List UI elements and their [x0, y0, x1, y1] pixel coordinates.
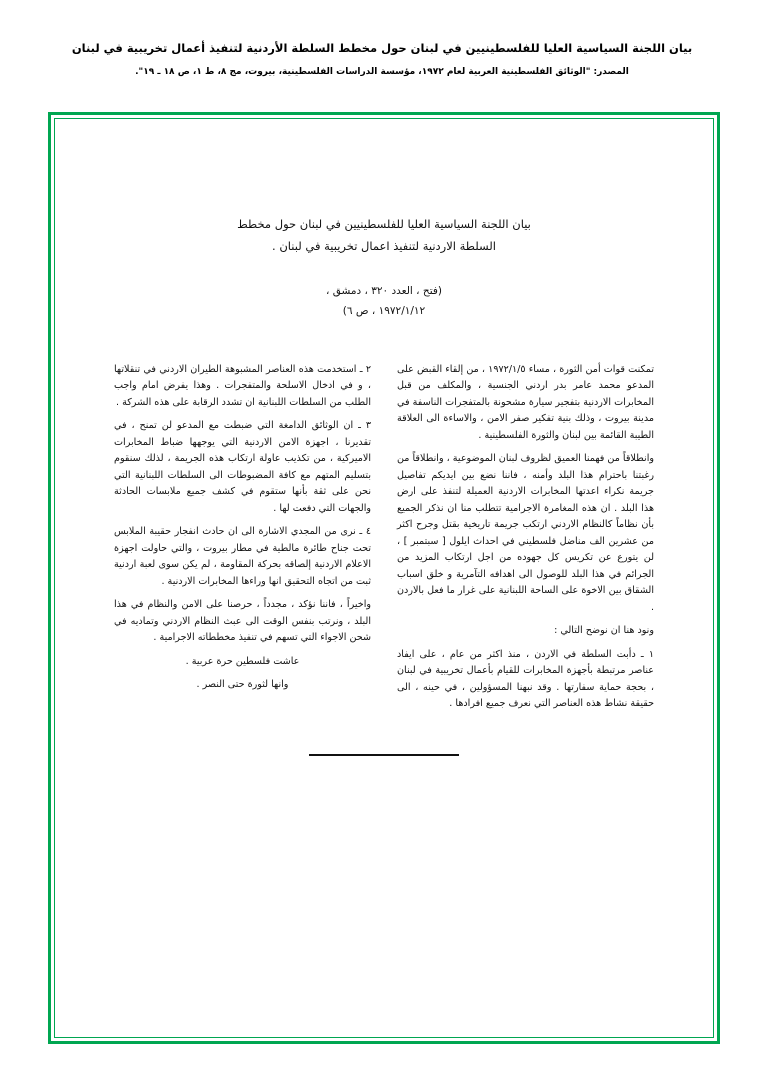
paragraph: واخيراً ، فاننا نؤكد ، مجدداً ، حرصنا على الامن والنظام في هذا البلد ، ونرتب بنفس الوقت الى عبث النظام الاردني وتماديه في شحن الاجواء التي تسهم في تنفيذ مخططاته الاجرامية .	[114, 599, 371, 644]
document-body	[54, 118, 714, 1038]
citation-line-2: ١٩٧٢/١/١٢ ، ص ٦)	[342, 304, 426, 317]
paragraph: ٢ ـ استخدمت هذه العناصر المشبوهة الطيران الاردني في تنقلاتها ، و في ادخال الاسلحة والمتفجرات . وهذا يفرض امام واجب الطلب من السلطات اللبنانية ان تشدد الرقابة على هذه الشركة .	[114, 363, 371, 408]
paragraph: وانطلاقاً من فهمنا العميق لظروف لبنان الموضوعية ، وانطلاقاً من رغبتنا باحترام هذا البلد وأمنه ، فاننا نضع بين ايديكم تفاصيل جريمة نكراء اعدتها المخابرات الاردنية العميلة لتنفذ على ارض هذا البلد . ان هذه المغامرة الاجرامية تتطلب منا ان نذكر الجميع بأن نظاماً كالنظام الاردني ارتكب جريمة تاريخية بقتل وجرح اكثر من عشرين الف مناضل فلسطيني في احداث ايلول [ سبتمبر ] ، لن يتورع عن تكريس كل جهوده من اجل ارتكاب المزيد من الجرائم في هذا البلد للوصول الى اهدافه التآمرية و خلق اسباب الشقاق بين الاخوة على الساحة اللبنانية على غرار ما فعل بالاردن .	[397, 453, 654, 613]
document-title: بيان اللجنة السياسية العليا للفلسطينيين في لبنان حول مخطط السلطة الأردنية لتنفيذ أعمال تخريبية في لبنان	[71, 41, 693, 55]
paragraph: ونود هنا ان نوضح التالي :	[554, 625, 654, 637]
citation-line-1: (فتح ، العدد ٣٢٠ ، دمشق ،	[326, 284, 442, 297]
column-right	[397, 362, 654, 720]
body-headline-line-2: السلطة الاردنية لتنفيذ اعمال تخريبية في لبنان .	[272, 238, 496, 253]
document-header	[0, 40, 764, 77]
closing-line-2: وانها لثورة حتى النصر .	[196, 679, 289, 691]
column-left	[114, 362, 371, 720]
horizontal-rule	[309, 754, 459, 756]
document-source-line: المصدر: "الوثائق الفلسطينية العربية لعام ١٩٧٢، مؤسسة الدراسات الفلسطينية، بيروت، مج ٨، ط ١، ص ١٨ ـ ١٩".	[135, 67, 629, 78]
closing-line-1: عاشت فلسطين حرة عربية .	[185, 655, 300, 667]
paragraph: ١ ـ دأبت السلطة في الاردن ، منذ اكثر من عام ، على ايفاد عناصر مرتبطة بأجهزة المخابرات للقيام بأعمال تخريبية في لبنان ، بحجة حماية سفارتها . وقد نبهنا المسؤولين ، في حينه ، الى حقيقة نشاط هذه العناصر التي نعرف جميع افرادها .	[397, 648, 654, 710]
body-headline	[214, 214, 554, 258]
body-columns	[114, 362, 654, 720]
paragraph: ٤ ـ نرى من المجدي الاشارة الى ان حادث انفجار حقيبة الملابس تحت جناح طائرة مالطية في مطار بيروت ، والتي حاولت اجهزة الاعلام الاردنية إلصاقه بحركة المقاومة ، لم يكن سوى لعبة اردنية ثبت من اتجاه التحقيق انها وراءها المخابرات الاردنية .	[114, 526, 371, 587]
body-headline-line-1: بيان اللجنة السياسية العليا للفلسطينيين في لبنان حول مخطط	[237, 217, 531, 231]
paragraph: ٣ ـ ان الوثائق الدامغة التي ضبطت مع المدعو لن تمنح ، في تقديرنا ، اجهزة الامن الاردنية التي يوجهها ضباط المخابرات الاميركية ، من تكذيب عاولة ارتكاب هذه الجريمة ، لذلك سنقوم بتسليم المتهم مع كافة المضبوطات الى السلطات اللبنانية التي نحن على ثقة بأنها ستقوم في كشف جميع ملابسات الحادثة والجهات التي دفعت لها .	[114, 420, 371, 514]
paragraph: تمكنت قوات أمن الثورة ، مساء ١٩٧٢/١/٥ ، من إلقاء القبض على المدعو محمد عامر بدر اردني الجنسية ، والمكلف من قبل المخابرات الاردنية بتفجير سيارة مشحونة بالمتفجرات الناسفة في مدينة بيروت ، وذلك بنية تفكير صفر الامن ، والاساءة الى العلاقة الطيبة القائمة بين لبنان والثورة الفلسطينية .	[396, 363, 654, 441]
body-citation	[114, 282, 654, 322]
